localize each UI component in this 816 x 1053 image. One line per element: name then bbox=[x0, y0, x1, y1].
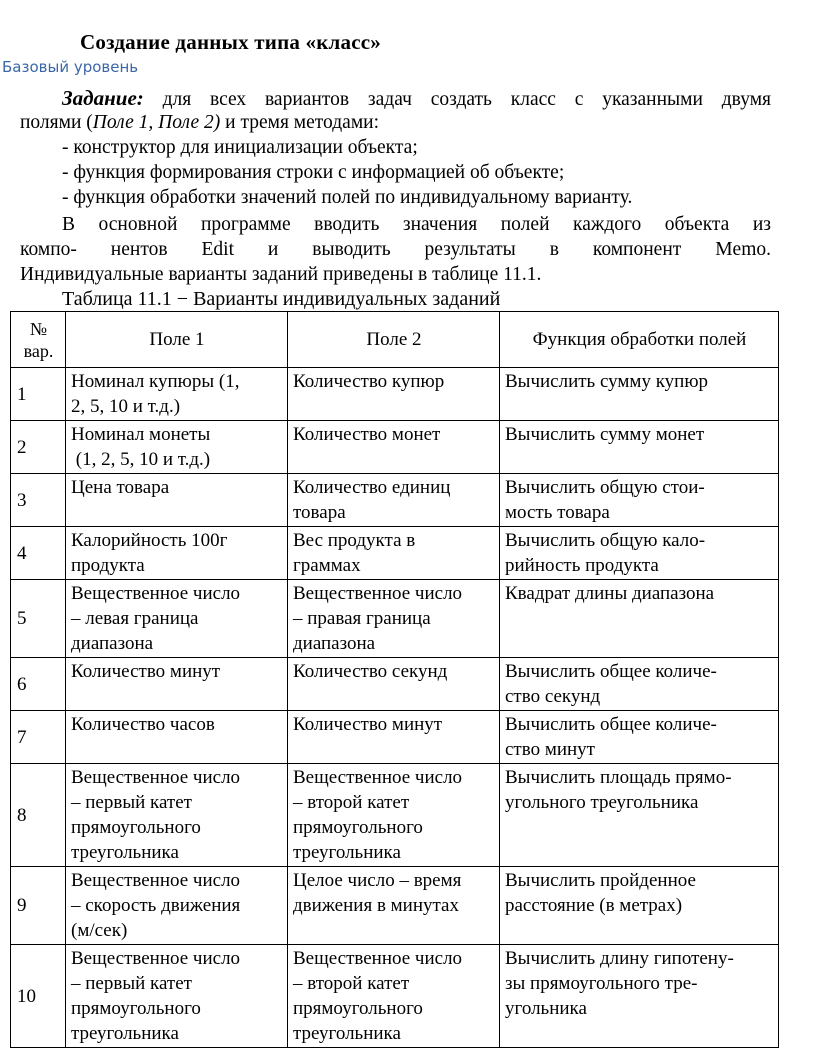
field2-cell bbox=[288, 658, 500, 711]
cell-line: Вычислить длину гипотену- bbox=[505, 948, 734, 969]
cell-line: – скорость движения bbox=[71, 895, 241, 916]
table-row bbox=[11, 945, 779, 1048]
cell-line: Номинал монеты bbox=[71, 424, 211, 445]
field2-cell bbox=[288, 474, 500, 527]
field2-cell bbox=[288, 527, 500, 580]
cell-line: – второй катет bbox=[293, 792, 410, 813]
table-caption: Таблица 11.1 − Варианты индивидуальных заданий bbox=[62, 288, 501, 310]
cell-line: рийность продукта bbox=[505, 555, 659, 576]
func-cell bbox=[500, 580, 779, 658]
func-cell bbox=[500, 368, 779, 421]
field2-cell bbox=[288, 368, 500, 421]
func-cell bbox=[500, 867, 779, 945]
cell-line: Вещественное число bbox=[293, 948, 463, 969]
cell-line: Цена товара bbox=[71, 477, 170, 498]
header-num-label: вар. bbox=[23, 340, 54, 361]
header-field2: Поле 2 bbox=[288, 312, 500, 368]
cell-line: Вещественное число bbox=[71, 767, 241, 788]
cell-line: Вычислить общую стои- bbox=[505, 477, 705, 498]
method-item: - функция обработки значений полей по индивидуальному варианту. bbox=[62, 187, 633, 208]
field2-cell bbox=[288, 711, 500, 764]
field2-cell bbox=[288, 867, 500, 945]
cell-line: Номинал купюры (1, bbox=[71, 371, 240, 392]
cell-line: продукта bbox=[71, 555, 145, 576]
field2-cell bbox=[288, 580, 500, 658]
field1-cell bbox=[66, 368, 288, 421]
cell-line: – левая граница bbox=[71, 608, 199, 629]
func-cell bbox=[500, 658, 779, 711]
table-row bbox=[11, 580, 779, 658]
cell-line: Квадрат длины диапазона bbox=[505, 583, 715, 604]
variant-number: 10 bbox=[11, 945, 66, 1048]
field2-cell bbox=[288, 945, 500, 1048]
cell-line: треугольника bbox=[293, 842, 401, 863]
cell-line: Вещественное число bbox=[71, 948, 241, 969]
cell-line: Целое число – время bbox=[293, 870, 462, 891]
header-field1: Поле 1 bbox=[66, 312, 288, 368]
cell-line: (м/сек) bbox=[71, 920, 128, 941]
task-label: Задание: bbox=[62, 86, 144, 110]
program-line-2: компо- нентов Edit и выводить результаты в компонент Memo. bbox=[20, 239, 771, 260]
func-cell bbox=[500, 764, 779, 867]
cell-line: Количество минут bbox=[293, 714, 443, 735]
cell-line: угольного треугольника bbox=[505, 792, 699, 813]
cell-line: зы прямоугольного тре- bbox=[505, 973, 698, 994]
field1-cell bbox=[66, 658, 288, 711]
cell-line: товара bbox=[293, 502, 346, 523]
field1-cell bbox=[66, 945, 288, 1048]
cell-line: мость товара bbox=[505, 502, 610, 523]
cell-line: 2, 5, 10 и т.д.) bbox=[71, 396, 181, 417]
cell-line: Вычислить площадь прямо- bbox=[505, 767, 732, 788]
program-line-1: В основной программе вводить значения полей каждого объекта из bbox=[62, 214, 771, 235]
task-fields: Поле 1, Поле 2) bbox=[92, 112, 221, 133]
cell-line: Вещественное число bbox=[71, 583, 241, 604]
task-text-2a: полями ( bbox=[20, 112, 93, 133]
task-line-2 bbox=[20, 110, 771, 135]
cell-line: граммах bbox=[293, 555, 361, 576]
func-cell bbox=[500, 945, 779, 1048]
field2-cell bbox=[288, 421, 500, 474]
cell-line: Количество купюр bbox=[293, 371, 445, 392]
task-line-1 bbox=[20, 86, 771, 112]
cell-line: прямоугольного bbox=[71, 817, 201, 838]
table-row bbox=[11, 764, 779, 867]
method-item: - конструктор для инициализации объекта; bbox=[62, 137, 418, 158]
header-func: Функция обработки полей bbox=[500, 312, 779, 368]
field1-cell bbox=[66, 711, 288, 764]
method-item: - функция формирования строки с информацией об объекте; bbox=[62, 162, 565, 183]
table-header-row bbox=[11, 312, 779, 368]
cell-line: Количество секунд bbox=[293, 661, 448, 682]
cell-line: – второй катет bbox=[293, 973, 410, 994]
cell-line: Вычислить общую кало- bbox=[505, 530, 706, 551]
cell-line: Калорийность 100г bbox=[71, 530, 228, 551]
cell-line: Количество минут bbox=[71, 661, 221, 682]
table-row bbox=[11, 711, 779, 764]
func-cell bbox=[500, 421, 779, 474]
cell-line: ство секунд bbox=[505, 686, 601, 707]
field1-cell bbox=[66, 421, 288, 474]
task-text-1: для всех вариантов задач создать класс с указанными двумя bbox=[143, 89, 771, 110]
field2-cell bbox=[288, 764, 500, 867]
table-row bbox=[11, 867, 779, 945]
cell-line: диапазона bbox=[293, 633, 376, 654]
table-row bbox=[11, 658, 779, 711]
program-line-3: Индивидуальные варианты заданий приведены в таблице 11.1. bbox=[20, 264, 542, 285]
variant-number: 1 bbox=[11, 368, 66, 421]
variant-number: 3 bbox=[11, 474, 66, 527]
cell-line: Вычислить пройденное bbox=[505, 870, 696, 891]
table-row bbox=[11, 474, 779, 527]
level-label: Базовый уровень bbox=[2, 58, 139, 76]
cell-line: угольника bbox=[505, 998, 587, 1019]
field1-cell bbox=[66, 474, 288, 527]
variant-number: 4 bbox=[11, 527, 66, 580]
variants-table bbox=[10, 311, 779, 1048]
cell-line: Вычислить общее количе- bbox=[505, 714, 717, 735]
func-cell bbox=[500, 527, 779, 580]
cell-line: треугольника bbox=[71, 842, 179, 863]
field1-cell bbox=[66, 867, 288, 945]
cell-line: Вещественное число bbox=[71, 870, 241, 891]
cell-line: Вычислить сумму купюр bbox=[505, 371, 709, 392]
cell-line: – правая граница bbox=[293, 608, 431, 629]
cell-line: Вычислить общее количе- bbox=[505, 661, 717, 682]
page-title: Создание данных типа «класс» bbox=[80, 30, 381, 54]
cell-line: треугольника bbox=[71, 1023, 179, 1044]
cell-line: прямоугольного bbox=[293, 998, 423, 1019]
func-cell bbox=[500, 474, 779, 527]
variant-number: 5 bbox=[11, 580, 66, 658]
cell-line: – первый катет bbox=[71, 792, 192, 813]
variant-number: 2 bbox=[11, 421, 66, 474]
cell-line: ство минут bbox=[505, 739, 595, 760]
cell-line: (1, 2, 5, 10 и т.д.) bbox=[71, 449, 211, 470]
header-num bbox=[11, 312, 66, 368]
cell-line: – первый катет bbox=[71, 973, 192, 994]
cell-line: Вес продукта в bbox=[293, 530, 416, 551]
table-row bbox=[11, 368, 779, 421]
cell-line: треугольника bbox=[293, 1023, 401, 1044]
cell-line: расстояние (в метрах) bbox=[505, 895, 683, 916]
cell-line: Количество единиц bbox=[293, 477, 451, 498]
func-cell bbox=[500, 711, 779, 764]
field1-cell bbox=[66, 527, 288, 580]
field1-cell bbox=[66, 580, 288, 658]
table-row bbox=[11, 527, 779, 580]
cell-line: Вычислить сумму монет bbox=[505, 424, 705, 445]
cell-line: диапазона bbox=[71, 633, 154, 654]
cell-line: движения в минутах bbox=[293, 895, 459, 916]
cell-line: прямоугольного bbox=[293, 817, 423, 838]
variant-number: 6 bbox=[11, 658, 66, 711]
cell-line: Количество монет bbox=[293, 424, 441, 445]
variant-number: 8 bbox=[11, 764, 66, 867]
cell-line: Количество часов bbox=[71, 714, 215, 735]
variant-number: 9 bbox=[11, 867, 66, 945]
task-text-2b: и тремя методами: bbox=[220, 112, 380, 133]
cell-line: прямоугольного bbox=[71, 998, 201, 1019]
cell-line: Вещественное число bbox=[293, 583, 463, 604]
field1-cell bbox=[66, 764, 288, 867]
header-num-sign: № bbox=[29, 318, 48, 339]
cell-line: Вещественное число bbox=[293, 767, 463, 788]
table-row bbox=[11, 421, 779, 474]
variant-number: 7 bbox=[11, 711, 66, 764]
